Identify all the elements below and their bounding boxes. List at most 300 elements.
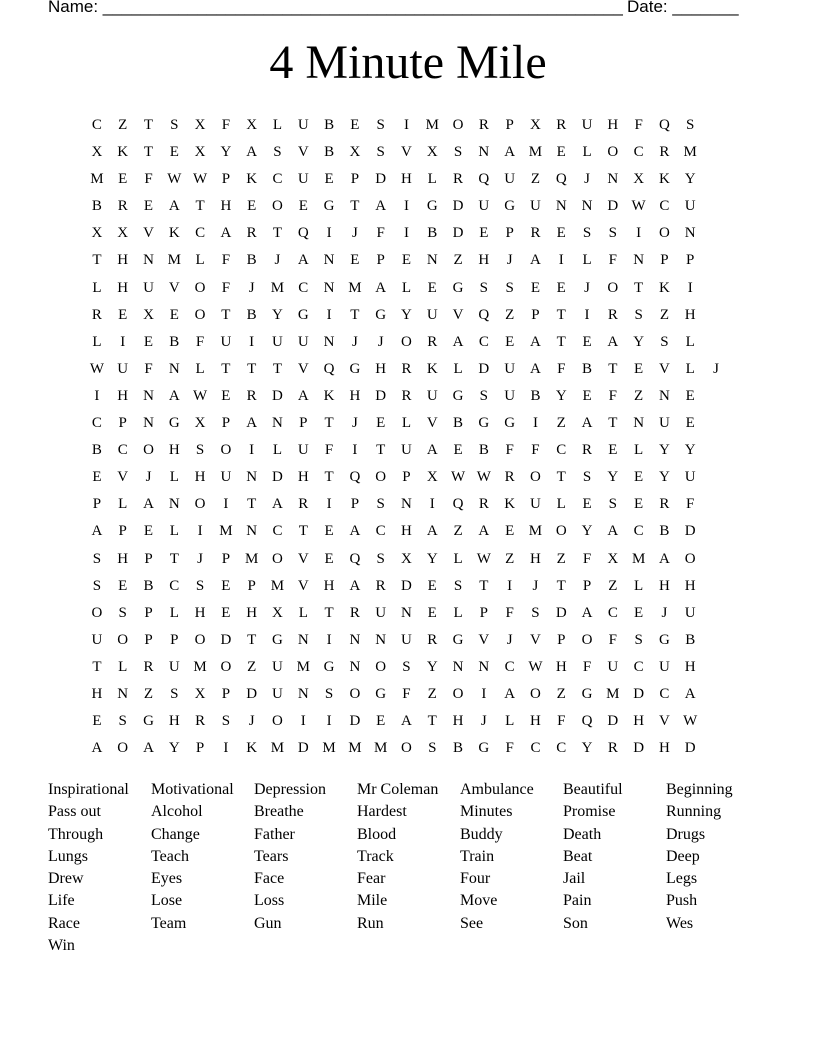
grid-letter: O bbox=[220, 442, 232, 459]
grid-letter: S bbox=[170, 685, 179, 702]
word-list-item: Teach bbox=[151, 847, 189, 865]
grid-letter: R bbox=[607, 306, 618, 323]
grid-letter: P bbox=[505, 117, 514, 133]
grid-letter: A bbox=[220, 225, 232, 242]
grid-letter: M bbox=[348, 279, 362, 296]
grid-letter: E bbox=[350, 252, 360, 269]
grid-spacer bbox=[703, 331, 729, 358]
grid-letter: L bbox=[685, 360, 695, 377]
grid-letter: U bbox=[478, 198, 490, 215]
grid-letter: U bbox=[581, 117, 593, 133]
grid-letter: W bbox=[631, 198, 646, 215]
word-list-item: Win bbox=[48, 937, 75, 955]
grid-letter: F bbox=[505, 442, 514, 459]
grid-letter: E bbox=[298, 198, 308, 215]
grid-letter: I bbox=[223, 740, 229, 757]
grid-letter: X bbox=[633, 171, 645, 188]
grid-letter: E bbox=[376, 713, 386, 730]
grid-letter: Z bbox=[659, 306, 670, 323]
date-field-label[interactable]: Date: _______ bbox=[627, 0, 739, 16]
grid-letter: Y bbox=[426, 658, 438, 675]
grid-letter: P bbox=[144, 550, 153, 567]
grid-letter: L bbox=[298, 604, 308, 621]
grid-letter: S bbox=[531, 604, 540, 621]
grid-letter: S bbox=[479, 279, 489, 296]
word-list-item: Death bbox=[563, 825, 602, 843]
grid-letter: C bbox=[91, 117, 102, 133]
grid-letter: W bbox=[528, 658, 543, 675]
grid-letter: Y bbox=[581, 523, 593, 540]
grid-letter: E bbox=[427, 604, 437, 621]
grid-letter: N bbox=[401, 604, 412, 621]
grid-letter: K bbox=[659, 171, 670, 188]
word-list-item: Depression bbox=[254, 781, 326, 798]
word-list-item: Team bbox=[151, 914, 187, 932]
word-list-item: Track bbox=[357, 847, 394, 865]
grid-letter: E bbox=[556, 225, 566, 242]
grid-letter: A bbox=[426, 442, 438, 459]
grid-letter: L bbox=[427, 171, 437, 188]
grid-letter: P bbox=[118, 415, 127, 432]
grid-letter: E bbox=[505, 333, 515, 350]
grid-letter: Y bbox=[684, 442, 696, 459]
grid-letter: T bbox=[556, 333, 566, 350]
grid-letter: U bbox=[684, 604, 696, 621]
grid-letter: T bbox=[169, 550, 179, 567]
grid-letter: Y bbox=[401, 306, 412, 323]
grid-letter: E bbox=[118, 171, 128, 188]
name-field-label[interactable]: Name: _______________________________________________________ bbox=[48, 0, 623, 16]
grid-letter: V bbox=[478, 631, 490, 648]
grid-letter: G bbox=[375, 685, 387, 702]
grid-letter: X bbox=[272, 604, 283, 621]
grid-letter: A bbox=[684, 685, 696, 702]
grid-letter: I bbox=[326, 713, 332, 730]
grid-letter: L bbox=[92, 333, 102, 350]
grid-letter: V bbox=[426, 415, 438, 432]
grid-letter: M bbox=[219, 523, 233, 540]
grid-letter: S bbox=[582, 469, 592, 486]
grid-letter: J bbox=[661, 604, 668, 621]
grid-letter: J bbox=[506, 252, 513, 269]
grid-letter: U bbox=[272, 333, 283, 350]
grid-letter: A bbox=[246, 144, 258, 161]
grid-letter: U bbox=[117, 360, 129, 377]
grid-letter: N bbox=[143, 252, 154, 269]
grid-letter: O bbox=[607, 279, 619, 296]
grid-letter: Q bbox=[297, 225, 309, 242]
grid-letter: L bbox=[453, 550, 463, 567]
grid-letter: A bbox=[581, 604, 593, 621]
grid-letter: B bbox=[324, 117, 335, 133]
grid-letter: G bbox=[323, 198, 335, 215]
letter-grid bbox=[84, 114, 729, 764]
grid-letter: B bbox=[478, 442, 489, 459]
grid-letter: L bbox=[401, 279, 412, 296]
grid-letter: H bbox=[194, 469, 206, 486]
grid-letter: O bbox=[349, 685, 361, 702]
grid-letter: B bbox=[453, 415, 464, 432]
grid-letter: D bbox=[272, 469, 283, 486]
grid-letter: J bbox=[506, 631, 513, 648]
grid-letter: E bbox=[427, 279, 437, 296]
word-list-item: Change bbox=[151, 825, 200, 843]
word-list-item: Train bbox=[460, 847, 495, 865]
grid-letter: C bbox=[607, 604, 618, 621]
grid-letter: G bbox=[504, 198, 516, 215]
grid-letter: J bbox=[351, 225, 358, 242]
grid-letter: S bbox=[92, 550, 102, 567]
grid-letter: O bbox=[194, 631, 206, 648]
grid-letter: A bbox=[349, 523, 361, 540]
word-list-item: Beginning bbox=[666, 781, 733, 798]
grid-letter: M bbox=[270, 740, 285, 757]
grid-letter: G bbox=[323, 658, 335, 675]
grid-letter: R bbox=[427, 631, 438, 648]
grid-letter: H bbox=[401, 523, 412, 540]
grid-letter: D bbox=[401, 577, 412, 594]
grid-letter: M bbox=[683, 144, 697, 161]
grid-letter: T bbox=[298, 523, 308, 540]
grid-letter: Z bbox=[530, 171, 541, 188]
grid-letter: X bbox=[91, 144, 103, 161]
grid-letter: N bbox=[581, 198, 593, 215]
grid-letter: A bbox=[504, 144, 516, 161]
grid-spacer bbox=[703, 412, 729, 439]
grid-letter: D bbox=[297, 740, 309, 757]
grid-spacer bbox=[703, 114, 729, 141]
grid-letter: H bbox=[117, 279, 129, 296]
grid-letter: E bbox=[634, 496, 644, 513]
grid-letter: P bbox=[582, 577, 592, 594]
grid-letter: S bbox=[376, 144, 385, 161]
grid-letter: A bbox=[297, 252, 309, 269]
grid-letter: R bbox=[582, 442, 593, 459]
grid-letter: Q bbox=[581, 713, 593, 730]
grid-letter: B bbox=[169, 333, 180, 350]
grid-letter: T bbox=[221, 306, 231, 323]
grid-letter: R bbox=[298, 496, 309, 513]
grid-letter: N bbox=[117, 685, 129, 702]
word-list-item: Push bbox=[666, 892, 698, 910]
word-list-item: Lungs bbox=[48, 847, 88, 865]
grid-letter: G bbox=[297, 306, 309, 323]
grid-letter: N bbox=[375, 631, 387, 648]
grid-letter: E bbox=[582, 387, 592, 404]
grid-letter: E bbox=[92, 469, 102, 486]
grid-letter: P bbox=[376, 252, 385, 269]
grid-letter: U bbox=[426, 387, 438, 404]
grid-letter: M bbox=[90, 171, 104, 188]
grid-letter: U bbox=[220, 469, 232, 486]
word-list-item: Legs bbox=[666, 870, 698, 888]
grid-letter: N bbox=[659, 387, 670, 404]
grid-letter: C bbox=[91, 415, 102, 432]
grid-letter: N bbox=[349, 658, 361, 675]
grid-spacer bbox=[703, 710, 729, 737]
grid-letter: S bbox=[428, 740, 437, 757]
grid-spacer bbox=[703, 277, 729, 304]
grid-letter: N bbox=[478, 658, 490, 675]
grid-letter: Q bbox=[452, 496, 464, 513]
grid-letter: J bbox=[351, 415, 358, 432]
grid-letter: C bbox=[169, 577, 180, 594]
grid-letter: A bbox=[530, 360, 541, 377]
word-list-item: Wes bbox=[666, 914, 694, 932]
grid-letter: V bbox=[168, 279, 180, 296]
grid-letter: I bbox=[300, 713, 306, 730]
page-title: 4 Minute Mile bbox=[269, 36, 547, 89]
grid-letter: F bbox=[144, 360, 153, 377]
grid-letter: P bbox=[221, 415, 231, 432]
grid-letter: H bbox=[194, 604, 206, 621]
grid-letter: K bbox=[323, 387, 335, 404]
grid-letter: N bbox=[401, 496, 412, 513]
grid-letter: Y bbox=[684, 171, 696, 188]
word-list-item: Pass out bbox=[48, 803, 101, 821]
grid-letter: I bbox=[558, 252, 564, 269]
word-list-item: Deep bbox=[666, 847, 700, 865]
grid-letter: S bbox=[170, 117, 179, 133]
grid-letter: O bbox=[91, 604, 103, 621]
grid-letter: K bbox=[659, 279, 670, 296]
grid-letter: H bbox=[684, 658, 696, 675]
grid-letter: L bbox=[505, 713, 515, 730]
word-list-item: Mr Coleman bbox=[357, 781, 439, 798]
grid-letter: P bbox=[350, 496, 360, 513]
grid-letter: R bbox=[530, 225, 541, 242]
grid-letter: X bbox=[349, 144, 361, 161]
grid-letter: P bbox=[660, 252, 669, 269]
grid-spacer bbox=[703, 683, 729, 710]
grid-letter: J bbox=[248, 713, 255, 730]
grid-letter: B bbox=[91, 442, 102, 459]
grid-letter: R bbox=[246, 225, 257, 242]
grid-letter: L bbox=[272, 442, 283, 459]
grid-letter: S bbox=[582, 225, 592, 242]
grid-letter: I bbox=[507, 577, 513, 594]
grid-letter: R bbox=[659, 144, 670, 161]
grid-letter: O bbox=[684, 550, 696, 567]
grid-letter: T bbox=[272, 225, 283, 242]
grid-letter: E bbox=[685, 415, 695, 432]
grid-letter: P bbox=[170, 631, 179, 648]
grid-letter: E bbox=[634, 469, 644, 486]
grid-letter: U bbox=[684, 469, 696, 486]
grid-letter: T bbox=[272, 360, 283, 377]
grid-letter: K bbox=[426, 360, 438, 377]
grid-spacer bbox=[703, 737, 729, 764]
grid-letter: I bbox=[403, 225, 409, 242]
grid-letter: A bbox=[607, 333, 619, 350]
word-list-item: Promise bbox=[563, 803, 616, 821]
grid-letter: A bbox=[426, 523, 438, 540]
grid-letter: O bbox=[375, 658, 387, 675]
grid-letter: R bbox=[556, 117, 567, 133]
grid-letter: S bbox=[608, 225, 617, 242]
grid-letter: L bbox=[453, 360, 463, 377]
grid-letter: U bbox=[220, 333, 232, 350]
grid-letter: G bbox=[426, 198, 438, 215]
grid-letter: E bbox=[556, 279, 566, 296]
grid-spacer bbox=[703, 385, 729, 412]
grid-letter: N bbox=[168, 496, 180, 513]
grid-letter: T bbox=[324, 415, 334, 432]
grid-letter: T bbox=[350, 198, 360, 215]
grid-letter: S bbox=[324, 685, 334, 702]
grid-letter: B bbox=[453, 740, 464, 757]
word-list-item: Motivational bbox=[151, 781, 234, 798]
grid-letter: D bbox=[607, 713, 619, 730]
grid-letter: B bbox=[685, 631, 696, 648]
grid-letter: O bbox=[452, 117, 464, 133]
grid-spacer bbox=[703, 168, 729, 195]
grid-letter: U bbox=[401, 631, 412, 648]
grid-letter: G bbox=[478, 415, 490, 432]
grid-letter: Q bbox=[349, 469, 361, 486]
grid-letter: U bbox=[297, 117, 309, 133]
grid-letter: L bbox=[634, 442, 644, 459]
grid-letter: U bbox=[297, 171, 309, 188]
grid-letter: I bbox=[532, 415, 538, 432]
grid-letter: R bbox=[349, 604, 360, 621]
grid-letter: U bbox=[607, 658, 619, 675]
grid-letter: D bbox=[220, 631, 232, 648]
grid-letter: U bbox=[530, 198, 541, 215]
grid-letter: F bbox=[324, 442, 334, 459]
grid-letter: L bbox=[272, 117, 283, 133]
grid-letter: C bbox=[530, 740, 541, 757]
grid-letter: E bbox=[143, 523, 154, 540]
grid-letter: Q bbox=[659, 117, 670, 133]
grid-letter: S bbox=[273, 144, 282, 161]
grid-letter: V bbox=[297, 550, 309, 567]
grid-letter: X bbox=[530, 117, 541, 133]
grid-letter: R bbox=[427, 333, 438, 350]
grid-letter: D bbox=[684, 523, 696, 540]
word-list-item: Life bbox=[48, 892, 75, 910]
grid-letter: I bbox=[584, 306, 590, 323]
grid-letter: V bbox=[297, 577, 309, 594]
grid-letter: J bbox=[351, 333, 358, 350]
grid-letter: Z bbox=[453, 523, 463, 540]
grid-letter: B bbox=[427, 225, 438, 242]
grid-letter: R bbox=[143, 658, 154, 675]
grid-letter: R bbox=[659, 496, 670, 513]
grid-letter: F bbox=[608, 252, 617, 269]
grid-letter: E bbox=[324, 550, 334, 567]
grid-letter: O bbox=[401, 740, 412, 757]
grid-letter: H bbox=[659, 740, 670, 757]
grid-letter: G bbox=[168, 415, 180, 432]
word-list-item: Minutes bbox=[460, 803, 513, 821]
grid-letter: O bbox=[117, 631, 129, 648]
grid-letter: X bbox=[194, 117, 206, 133]
grid-letter: A bbox=[581, 415, 593, 432]
grid-letter: F bbox=[221, 252, 231, 269]
grid-letter: U bbox=[684, 198, 696, 215]
grid-letter: O bbox=[194, 496, 206, 513]
grid-letter: A bbox=[607, 523, 619, 540]
grid-letter: Y bbox=[220, 144, 232, 161]
grid-letter: H bbox=[530, 550, 541, 567]
grid-letter: S bbox=[634, 631, 643, 648]
grid-letter: H bbox=[684, 306, 696, 323]
grid-letter: G bbox=[478, 740, 490, 757]
grid-letter: H bbox=[168, 713, 180, 730]
grid-letter: D bbox=[633, 685, 645, 702]
grid-letter: T bbox=[247, 360, 257, 377]
grid-letter: W bbox=[193, 387, 208, 404]
grid-letter: F bbox=[557, 713, 566, 730]
grid-letter: N bbox=[426, 252, 438, 269]
grid-letter: R bbox=[91, 306, 102, 323]
grid-letter: T bbox=[247, 631, 257, 648]
grid-letter: P bbox=[92, 496, 102, 513]
grid-letter: R bbox=[401, 360, 412, 377]
grid-letter: U bbox=[530, 496, 541, 513]
grid-letter: T bbox=[427, 713, 437, 730]
grid-letter: G bbox=[581, 685, 593, 702]
grid-letter: H bbox=[117, 550, 129, 567]
grid-letter: H bbox=[401, 171, 412, 188]
grid-letter: L bbox=[401, 415, 412, 432]
grid-letter: I bbox=[352, 442, 358, 459]
grid-letter: O bbox=[220, 658, 232, 675]
grid-letter: N bbox=[684, 225, 696, 242]
grid-spacer bbox=[703, 656, 729, 683]
grid-letter: O bbox=[117, 740, 129, 757]
grid-letter: R bbox=[453, 171, 464, 188]
grid-letter: J bbox=[713, 360, 719, 377]
grid-letter: T bbox=[92, 252, 102, 269]
grid-letter: R bbox=[246, 387, 257, 404]
grid-letter: F bbox=[195, 333, 205, 350]
grid-letter: B bbox=[91, 198, 102, 215]
grid-spacer bbox=[703, 222, 729, 249]
grid-letter: N bbox=[633, 252, 645, 269]
grid-letter: Z bbox=[505, 306, 515, 323]
grid-spacer bbox=[703, 493, 729, 520]
grid-letter: O bbox=[452, 685, 464, 702]
grid-letter: V bbox=[143, 225, 154, 242]
grid-letter: R bbox=[195, 713, 206, 730]
grid-letter: Z bbox=[556, 550, 566, 567]
grid-letter: A bbox=[375, 279, 387, 296]
grid-letter: F bbox=[608, 387, 617, 404]
grid-letter: T bbox=[608, 360, 618, 377]
grid-letter: I bbox=[403, 198, 409, 215]
grid-letter: T bbox=[376, 442, 386, 459]
grid-letter: A bbox=[143, 496, 154, 513]
grid-letter: F bbox=[402, 685, 411, 702]
grid-letter: E bbox=[634, 360, 644, 377]
grid-letter: G bbox=[504, 415, 516, 432]
grid-letter: F bbox=[144, 171, 153, 188]
grid-letter: T bbox=[556, 469, 566, 486]
grid-letter: H bbox=[220, 198, 232, 215]
grid-letter: L bbox=[118, 658, 128, 675]
word-list-item: Father bbox=[254, 825, 295, 843]
grid-letter: B bbox=[324, 144, 335, 161]
grid-letter: W bbox=[683, 713, 698, 730]
grid-letter: N bbox=[297, 685, 309, 702]
grid-letter: G bbox=[659, 631, 670, 648]
grid-letter: O bbox=[659, 225, 670, 242]
grid-letter: V bbox=[659, 360, 670, 377]
grid-letter: N bbox=[349, 631, 361, 648]
grid-letter: D bbox=[452, 198, 464, 215]
